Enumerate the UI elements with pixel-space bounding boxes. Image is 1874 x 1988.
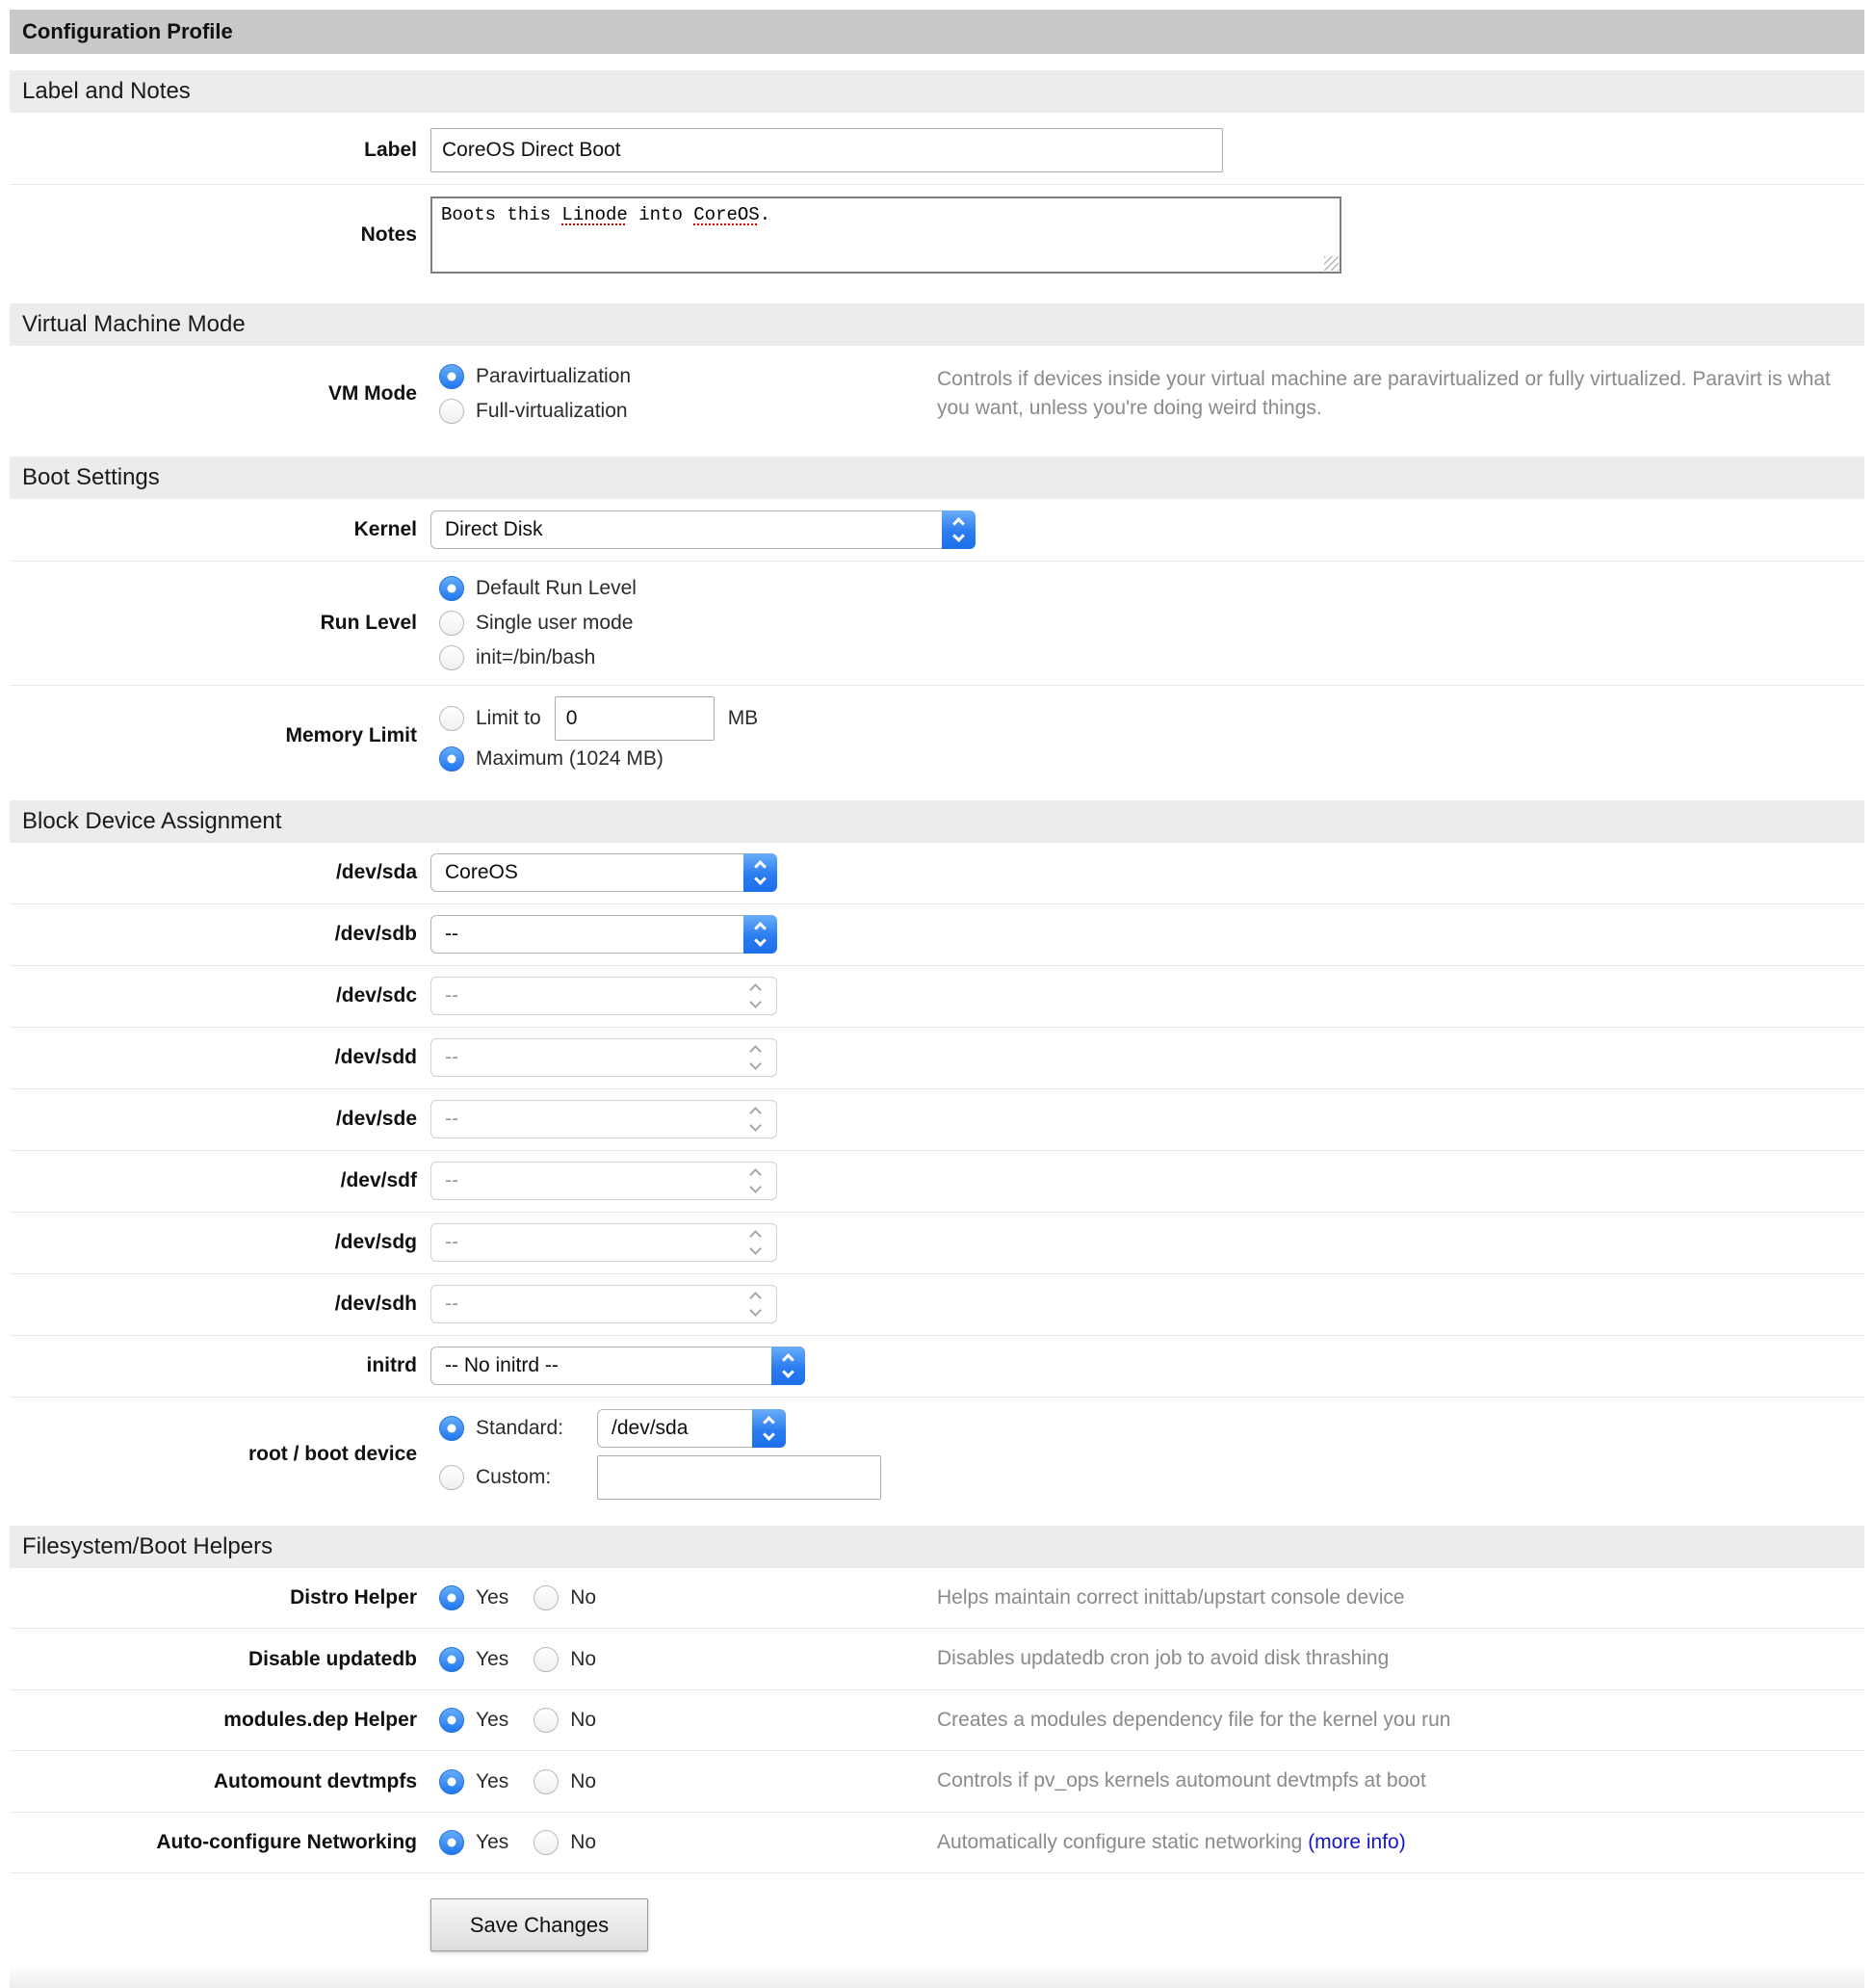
radio-standard-root[interactable] xyxy=(439,1411,464,1446)
helper-label: Automount devtmpfs xyxy=(213,1769,417,1792)
dev-sdh-select-value: -- xyxy=(445,1293,458,1315)
dev-sde-select-value: -- xyxy=(445,1108,458,1130)
radio-distro-helper-yes[interactable] xyxy=(439,1585,508,1610)
radio-label: Yes xyxy=(476,1830,509,1853)
radio-full-virtualization[interactable] xyxy=(439,394,937,429)
helper-row-updatedb xyxy=(10,1628,1864,1688)
standard-root-select-value: /dev/sda xyxy=(612,1417,689,1439)
memory-limit-input[interactable] xyxy=(555,696,715,741)
helper-row-modules-dep xyxy=(10,1689,1864,1750)
radio-automount-devtmpfs-yes[interactable] xyxy=(439,1769,508,1794)
kernel-row xyxy=(10,499,1864,561)
page-title: Configuration Profile xyxy=(10,10,1864,54)
device-label: /dev/sdg xyxy=(334,1231,417,1253)
radio-label: Full-virtualization xyxy=(476,400,628,422)
dev-sdb-select[interactable] xyxy=(430,915,777,954)
label-field-label: Label xyxy=(364,139,417,161)
radio-label: No xyxy=(570,1647,597,1670)
radio-label: Yes xyxy=(476,1709,509,1732)
radio-unselected-icon xyxy=(439,399,464,424)
radio-label: Yes xyxy=(476,1769,509,1792)
notes-misspelled-word: Linode xyxy=(561,204,628,225)
kernel-select-value: Direct Disk xyxy=(445,518,543,540)
section-header-boot-settings: Boot Settings xyxy=(10,457,1864,499)
radio-limit-to[interactable] xyxy=(439,701,541,736)
save-row xyxy=(10,1873,1864,1951)
radio-selected-icon xyxy=(439,746,464,772)
notes-misspelled-word: CoreOS xyxy=(693,204,760,225)
kernel-label: Kernel xyxy=(353,518,417,540)
notes-text: into xyxy=(627,204,694,225)
label-input[interactable] xyxy=(430,128,1223,172)
radio-label: Single user mode xyxy=(476,612,634,634)
device-row-sdg xyxy=(10,1212,1864,1273)
radio-unselected-icon xyxy=(534,1708,559,1733)
helper-label: Auto-configure Networking xyxy=(156,1830,417,1853)
section-block-devices xyxy=(10,843,1864,1511)
helper-row-automount xyxy=(10,1750,1864,1811)
radio-selected-icon xyxy=(439,1416,464,1441)
radio-selected-icon xyxy=(439,1647,464,1672)
select-stepper-icon xyxy=(743,853,777,892)
vm-mode-label: VM Mode xyxy=(327,382,417,405)
helper-help-text: Creates a modules dependency file for the kernel you run xyxy=(937,1708,1451,1731)
helper-label: modules.dep Helper xyxy=(223,1709,417,1732)
section-header-helpers: Filesystem/Boot Helpers xyxy=(10,1526,1864,1568)
device-row-sda xyxy=(10,843,1864,903)
helper-help-text-part: Automatically configure static networking xyxy=(937,1830,1309,1853)
select-stepper-icon xyxy=(771,1347,805,1385)
notes-text: Boots this xyxy=(441,204,562,225)
helper-help-text xyxy=(937,1828,1864,1857)
standard-root-label: Standard: xyxy=(476,1417,564,1439)
dev-sde-select xyxy=(430,1100,777,1138)
dev-sdc-select xyxy=(430,977,777,1015)
helper-row-distro xyxy=(10,1568,1864,1628)
radio-auto-networking-no[interactable] xyxy=(534,1830,596,1855)
notes-text: . xyxy=(759,204,771,225)
select-stepper-icon xyxy=(743,915,777,954)
radio-modules-dep-yes[interactable] xyxy=(439,1708,508,1733)
helper-help-text: Controls if pv_ops kernels automount devtmpfs at boot xyxy=(937,1769,1426,1792)
section-vm-mode xyxy=(10,346,1864,442)
radio-distro-helper-no[interactable] xyxy=(534,1585,596,1610)
standard-root-select[interactable] xyxy=(597,1409,786,1448)
initrd-select-value: -- No initrd -- xyxy=(445,1354,559,1376)
radio-label: Paravirtualization xyxy=(476,365,632,387)
dev-sdf-select xyxy=(430,1162,777,1200)
section-label-and-notes xyxy=(10,113,1864,289)
dev-sdf-select-value: -- xyxy=(445,1169,458,1191)
vm-mode-row xyxy=(10,346,1864,442)
dev-sdh-select xyxy=(430,1285,777,1323)
initrd-row xyxy=(10,1335,1864,1397)
radio-label: No xyxy=(570,1830,597,1853)
select-stepper-icon xyxy=(739,1223,772,1262)
radio-selected-icon xyxy=(439,576,464,601)
device-row-sdc xyxy=(10,965,1864,1027)
radio-unselected-icon xyxy=(534,1769,559,1794)
device-label: /dev/sdd xyxy=(334,1046,417,1068)
memory-limit-row xyxy=(10,685,1864,786)
radio-label: No xyxy=(570,1709,597,1732)
section-helpers xyxy=(10,1568,1864,1872)
select-stepper-icon xyxy=(739,977,772,1015)
radio-unselected-icon xyxy=(439,706,464,731)
radio-unselected-icon xyxy=(534,1830,559,1855)
select-stepper-icon xyxy=(942,510,976,549)
radio-label: Default Run Level xyxy=(476,577,637,599)
memory-unit-label: MB xyxy=(727,707,759,729)
configuration-profile-page xyxy=(10,10,1864,1988)
radio-label: Yes xyxy=(476,1647,509,1670)
page-footer-fade xyxy=(10,1965,1864,1988)
radio-unselected-icon xyxy=(534,1647,559,1672)
vm-mode-help-text: Controls if devices inside your virtual machine are paravirtualized or fully virtualized. Paravirt is what you want, unless you're doing weird things. xyxy=(937,367,1831,419)
radio-label: Limit to xyxy=(476,707,541,729)
dev-sdg-select xyxy=(430,1223,777,1262)
device-label: /dev/sde xyxy=(335,1108,417,1130)
run-level-row xyxy=(10,561,1864,685)
label-row xyxy=(10,113,1864,184)
radio-selected-icon xyxy=(439,1830,464,1855)
radio-selected-icon xyxy=(439,1708,464,1733)
dev-sda-select-value: CoreOS xyxy=(445,861,518,883)
memory-limit-label: Memory Limit xyxy=(285,724,417,746)
device-row-sdd xyxy=(10,1027,1864,1088)
radio-paravirtualization[interactable] xyxy=(439,359,937,394)
radio-custom-root[interactable] xyxy=(439,1460,464,1495)
helper-help-text: Helps maintain correct inittab/upstart console device xyxy=(937,1586,1405,1609)
initrd-label: initrd xyxy=(366,1354,417,1376)
dev-sdg-select-value: -- xyxy=(445,1231,458,1253)
helper-label: Distro Helper xyxy=(290,1586,417,1609)
run-level-label: Run Level xyxy=(320,612,417,634)
section-boot-settings xyxy=(10,499,1864,786)
notes-row xyxy=(10,184,1864,289)
root-boot-device-row xyxy=(10,1397,1864,1511)
helper-label: Disable updatedb xyxy=(247,1647,417,1670)
dev-sdd-select xyxy=(430,1038,777,1077)
radio-auto-networking-yes[interactable] xyxy=(439,1830,508,1855)
select-stepper-icon xyxy=(739,1100,772,1138)
dev-sdb-select-value: -- xyxy=(445,923,458,945)
radio-label: No xyxy=(570,1586,597,1609)
radio-label: Maximum (1024 MB) xyxy=(476,747,664,770)
initrd-select[interactable] xyxy=(430,1347,805,1385)
notes-textarea[interactable] xyxy=(430,196,1341,274)
section-header-block-devices: Block Device Assignment xyxy=(10,800,1864,843)
radio-init-bin-bash[interactable] xyxy=(439,641,937,675)
dev-sdc-select-value: -- xyxy=(445,984,458,1007)
select-stepper-icon xyxy=(739,1285,772,1323)
radio-label: init=/bin/bash xyxy=(476,646,596,668)
radio-selected-icon xyxy=(439,1769,464,1794)
section-header-label-and-notes: Label and Notes xyxy=(10,70,1864,113)
device-label: /dev/sdc xyxy=(335,984,417,1007)
radio-selected-icon xyxy=(439,364,464,389)
radio-selected-icon xyxy=(439,1585,464,1610)
radio-automount-devtmpfs-no[interactable] xyxy=(534,1769,596,1794)
radio-label: Yes xyxy=(476,1586,509,1609)
radio-default-run-level[interactable] xyxy=(439,571,937,606)
notes-field-label: Notes xyxy=(360,223,417,246)
device-row-sdf xyxy=(10,1150,1864,1212)
root-boot-device-label: root / boot device xyxy=(247,1443,417,1465)
radio-unselected-icon xyxy=(534,1585,559,1610)
custom-root-input[interactable] xyxy=(597,1455,881,1500)
radio-unselected-icon xyxy=(439,611,464,636)
dev-sdd-select-value: -- xyxy=(445,1046,458,1068)
radio-disable-updatedb-no[interactable] xyxy=(534,1647,596,1672)
radio-disable-updatedb-yes[interactable] xyxy=(439,1647,508,1672)
device-row-sdb xyxy=(10,903,1864,965)
device-row-sdh xyxy=(10,1273,1864,1335)
radio-label: No xyxy=(570,1769,597,1792)
more-info-link[interactable]: (more info) xyxy=(1308,1830,1406,1853)
helper-row-auto-networking xyxy=(10,1812,1864,1872)
custom-root-label: Custom: xyxy=(476,1466,552,1488)
kernel-select[interactable] xyxy=(430,510,976,549)
radio-unselected-icon xyxy=(439,1465,464,1490)
select-stepper-icon xyxy=(739,1162,772,1200)
device-label: /dev/sdf xyxy=(340,1169,417,1191)
radio-unselected-icon xyxy=(439,645,464,670)
helper-help-text: Disables updatedb cron job to avoid disk thrashing xyxy=(937,1647,1390,1670)
section-header-vm-mode: Virtual Machine Mode xyxy=(10,303,1864,346)
radio-maximum-memory[interactable] xyxy=(439,742,664,776)
device-row-sde xyxy=(10,1088,1864,1150)
radio-single-user-mode[interactable] xyxy=(439,606,937,641)
dev-sda-select[interactable] xyxy=(430,853,777,892)
device-label: /dev/sda xyxy=(335,861,417,883)
device-label: /dev/sdh xyxy=(334,1293,417,1315)
save-changes-button[interactable]: Save Changes xyxy=(430,1898,648,1951)
select-stepper-icon xyxy=(739,1038,772,1077)
device-label: /dev/sdb xyxy=(334,923,417,945)
radio-modules-dep-no[interactable] xyxy=(534,1708,596,1733)
select-stepper-icon xyxy=(752,1409,786,1448)
